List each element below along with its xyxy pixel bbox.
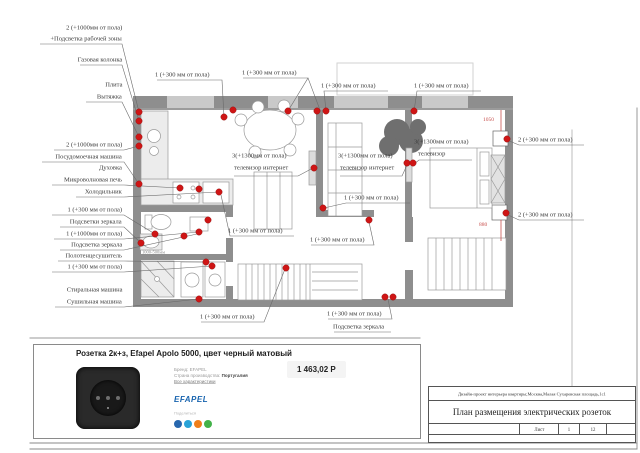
- plan-label: телевизор: [418, 149, 446, 157]
- plan-label: Плита: [104, 80, 122, 88]
- bath-sink: [143, 236, 159, 248]
- price-badge: 1 463,02 Р: [287, 361, 346, 378]
- vk-icon[interactable]: [174, 420, 182, 428]
- plan-label: Газовая колонка: [77, 55, 122, 63]
- plan-label: 1 (+300 мм от пола): [414, 81, 469, 89]
- plan-label: 1 (+300 мм от пола): [344, 193, 399, 201]
- plan-label: 1 (+300 мм от пола): [67, 205, 122, 213]
- toilet: [151, 215, 171, 230]
- plan-label: Вытяжка: [97, 92, 122, 100]
- plan-label: 1 (+300 мм от пола): [242, 68, 297, 76]
- whatsapp-icon[interactable]: [204, 420, 212, 428]
- plan-label: Посудомоечная машина: [55, 152, 122, 160]
- plan-label: 3(+1300мм от пола): [232, 151, 287, 159]
- sheet-cell-label: Лист: [519, 424, 558, 434]
- kitchen-sink: [148, 130, 161, 143]
- project-line-row: [429, 387, 635, 401]
- plan-label: 1 (+300 мм от пола): [228, 226, 283, 234]
- sink-note: 1000-500мм: [142, 249, 165, 255]
- plan-label: Подсветка зеркала: [70, 240, 122, 248]
- plan-label: +Подсветка рабочей зоны: [50, 34, 122, 42]
- plan-label: Стиральная машина: [66, 285, 122, 293]
- plan-label: 1 (+1000мм от пола): [65, 229, 122, 237]
- dimension-label: 1050: [483, 116, 494, 123]
- social-share-row: [174, 420, 304, 428]
- country-line: Страна производства: Португалия: [174, 373, 248, 378]
- product-card: [33, 344, 421, 439]
- plan-label: 3(+1300мм от пола): [338, 151, 393, 159]
- plan-label: 1 (+300 мм от пола): [310, 235, 365, 243]
- product-meta: [174, 367, 304, 428]
- plan-label: 3(+1300мм от пола): [414, 137, 469, 145]
- plan-label: 1 (+300 мм от пола): [200, 312, 255, 320]
- plan-label: 1 (+300 мм от пола): [321, 81, 376, 89]
- plan-label: телевизор интернет: [234, 163, 289, 171]
- balcony-outline: [337, 63, 473, 95]
- plan-label: 2 (+300 мм от пола): [518, 135, 573, 143]
- plan-label: Подсветка зеркала: [333, 322, 385, 330]
- socket-face: [90, 380, 126, 416]
- sheet-cell-number: 1: [558, 424, 579, 434]
- project-line: Дизайн-проект интерьера квартиры;Москва,Малая Сухаревская площадь,1с1: [458, 391, 606, 396]
- plan-label: 2 (+1000мм от пола): [65, 140, 122, 148]
- sheet-title-row: [429, 401, 635, 424]
- product-image: [76, 367, 140, 429]
- stove: [173, 182, 199, 203]
- brand-logo: EFAPEL: [174, 395, 209, 404]
- plan-label: 1 (+300 мм от пола): [67, 262, 122, 270]
- telegram-icon[interactable]: [184, 420, 192, 428]
- odnoklassniki-icon[interactable]: [194, 420, 202, 428]
- plan-label: Сушильная машина: [67, 297, 122, 305]
- plan-label: телевизор интернет: [340, 163, 395, 171]
- product-title: Розетка 2к+з, Efapel Apolo 5000, цвет черный матовый: [76, 349, 292, 358]
- plan-label: Полотенцесушитель: [65, 251, 122, 259]
- sheet-title: План размещения электрических розеток: [452, 407, 612, 417]
- plan-label: Холодильник: [85, 187, 122, 195]
- sheet-cells-row: [429, 424, 635, 435]
- plan-label: 1 (+300 мм от пола): [155, 70, 210, 78]
- bedroom-wardrobe: [428, 238, 506, 290]
- plan-label: Микроволновая печь: [64, 175, 122, 183]
- title-block: [428, 386, 636, 443]
- brand-line: Бренд: EFAPEL: [174, 367, 207, 372]
- plan-label: Духовка: [99, 163, 122, 171]
- plan-label: Подсветки зеркала: [70, 217, 122, 225]
- all-specs-link[interactable]: Все характеристики: [174, 379, 216, 384]
- dimension-label: 880: [479, 221, 488, 228]
- share-label: Поделиться: [174, 411, 197, 416]
- sheet-cell-total: 12: [579, 424, 607, 434]
- cabinet: [254, 172, 292, 229]
- plan-label: 2 (+300 мм от пола): [518, 210, 573, 218]
- plan-label: 2 (+1000мм от пола): [65, 23, 122, 31]
- plan-label: 1 (+300 мм от пола): [327, 309, 382, 317]
- shaft: [491, 155, 505, 203]
